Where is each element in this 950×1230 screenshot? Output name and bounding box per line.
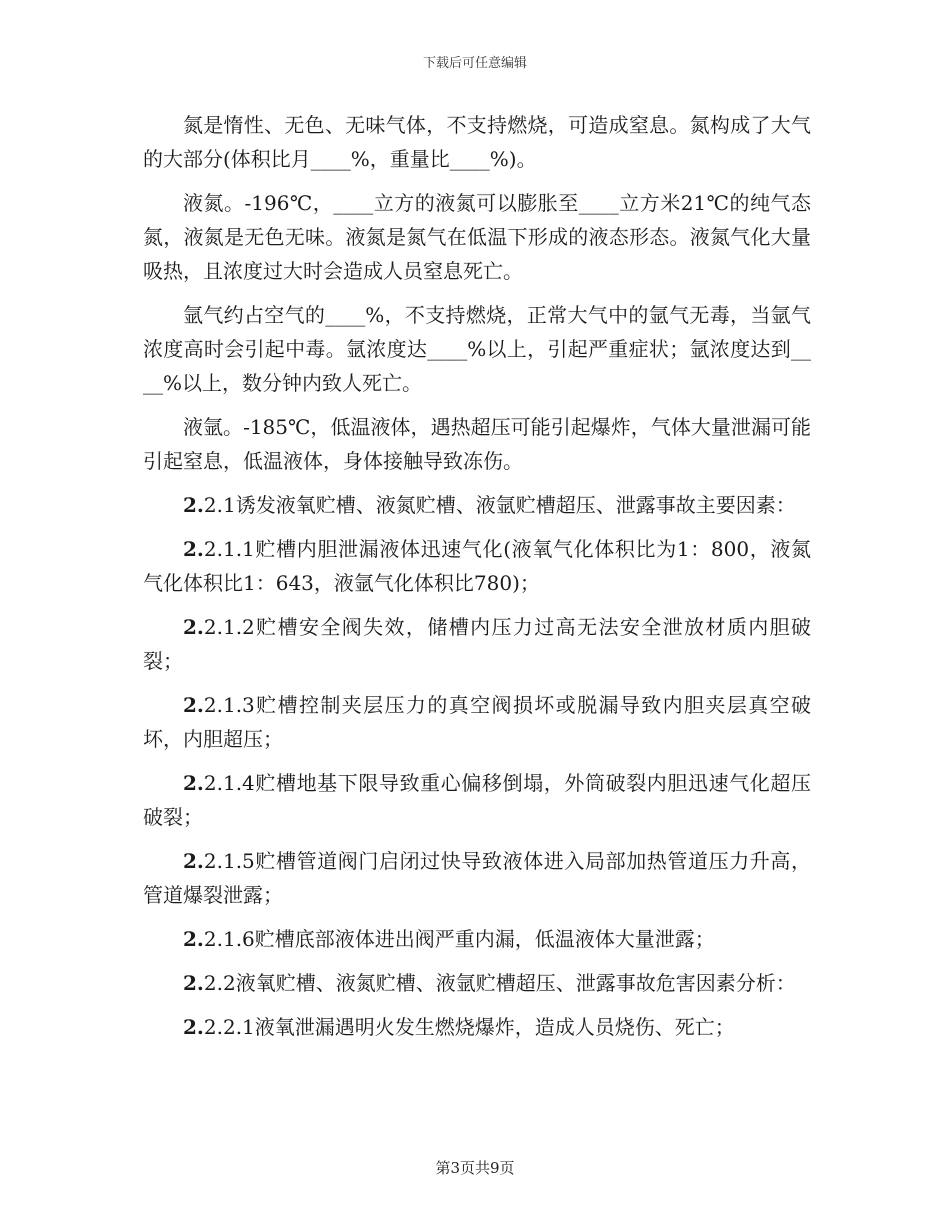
paragraph-text: 氩气约占空气的____%，不支持燃烧，正常大气中的氩气无毒，当氩气浓度高时会引起中毒。氩浓度达____%以上，引起严重症状；氩浓度达到____%以上，数分钟内致人死亡。 xyxy=(143,303,811,395)
paragraph-text: 2.1.4贮槽地基下限导致重心偏移倒塌，外筒破裂内胆迅速气化超压破裂； xyxy=(143,771,811,829)
paragraph-section-2-2-1-1 xyxy=(143,532,811,600)
section-number-lead: 2. xyxy=(183,927,204,951)
paragraph-section-2-2-2-1 xyxy=(143,1010,811,1044)
section-number-lead: 2. xyxy=(183,493,204,517)
section-number-lead: 2. xyxy=(183,1015,204,1039)
paragraph-liquid-argon xyxy=(143,410,811,478)
paragraph-section-2-2-1 xyxy=(143,488,811,522)
paragraph-section-2-2-1-5 xyxy=(143,844,811,912)
section-number-lead: 2. xyxy=(183,971,204,995)
section-number-lead: 2. xyxy=(183,849,204,873)
paragraph-text: 氮是惰性、无色、无味气体，不支持燃烧，可造成窒息。氮构成了大气的大部分(体积比月____%，重量比____%)。 xyxy=(143,113,811,171)
paragraph-text: 2.1.3贮槽控制夹层压力的真空阀损坏或脱漏导致内胆夹层真空破坏，内胆超压； xyxy=(143,693,811,751)
paragraph-text: 2.1.1贮槽内胆泄漏液体迅速气化(液氧气化体积比为1：800，液氮气化体积比1：643，液氩气化体积比780)； xyxy=(143,537,811,595)
paragraph-text: 2.1.5贮槽管道阀门启闭过快导致液体进入局部加热管道压力升高，管道爆裂泄露； xyxy=(143,849,811,907)
paragraph-text: 2.2液氧贮槽、液氮贮槽、液氩贮槽超压、泄露事故危害因素分析： xyxy=(203,971,796,995)
section-number-lead: 2. xyxy=(183,771,204,795)
paragraph-argon xyxy=(143,298,811,400)
paragraph-section-2-2-2 xyxy=(143,966,811,1000)
section-number-lead: 2. xyxy=(183,537,204,561)
paragraph-text: 液氮。-196℃，____立方的液氮可以膨胀至____立方米21℃的纯气态氮，液氮是无色无味。液氮是氮气在低温下形成的液态形态。液氮气化大量吸热，且浓度过大时会造成人员窒息死亡。 xyxy=(143,191,811,283)
paragraph-nitrogen xyxy=(143,108,811,176)
paragraph-text: 液氩。-185℃，低温液体，遇热超压可能引起爆炸，气体大量泄漏可能引起窒息，低温液体，身体接触导致冻伤。 xyxy=(143,415,811,473)
paragraph-liquid-nitrogen xyxy=(143,186,811,288)
paragraph-text: 2.1.2贮槽安全阀失效，储槽内压力过高无法安全泄放材质内胆破裂； xyxy=(143,615,811,673)
paragraph-text: 2.1.6贮槽底部液体进出阀严重内漏，低温液体大量泄露； xyxy=(203,927,715,951)
paragraph-text: 2.2.1液氧泄漏遇明火发生燃烧爆炸，造成人员烧伤、死亡； xyxy=(203,1015,735,1039)
section-number-lead: 2. xyxy=(183,615,204,639)
section-number-lead: 2. xyxy=(183,693,204,717)
paragraph-section-2-2-1-3 xyxy=(143,688,811,756)
paragraph-text: 2.1诱发液氧贮槽、液氮贮槽、液氩贮槽超压、泄露事故主要因素： xyxy=(203,493,796,517)
paragraph-section-2-2-1-2 xyxy=(143,610,811,678)
document-body xyxy=(143,108,811,1054)
page-header: 下载后可任意编辑 xyxy=(422,56,527,71)
page-number-footer: 第3页共9页 xyxy=(435,1159,515,1177)
paragraph-section-2-2-1-4 xyxy=(143,766,811,834)
paragraph-section-2-2-1-6 xyxy=(143,922,811,956)
